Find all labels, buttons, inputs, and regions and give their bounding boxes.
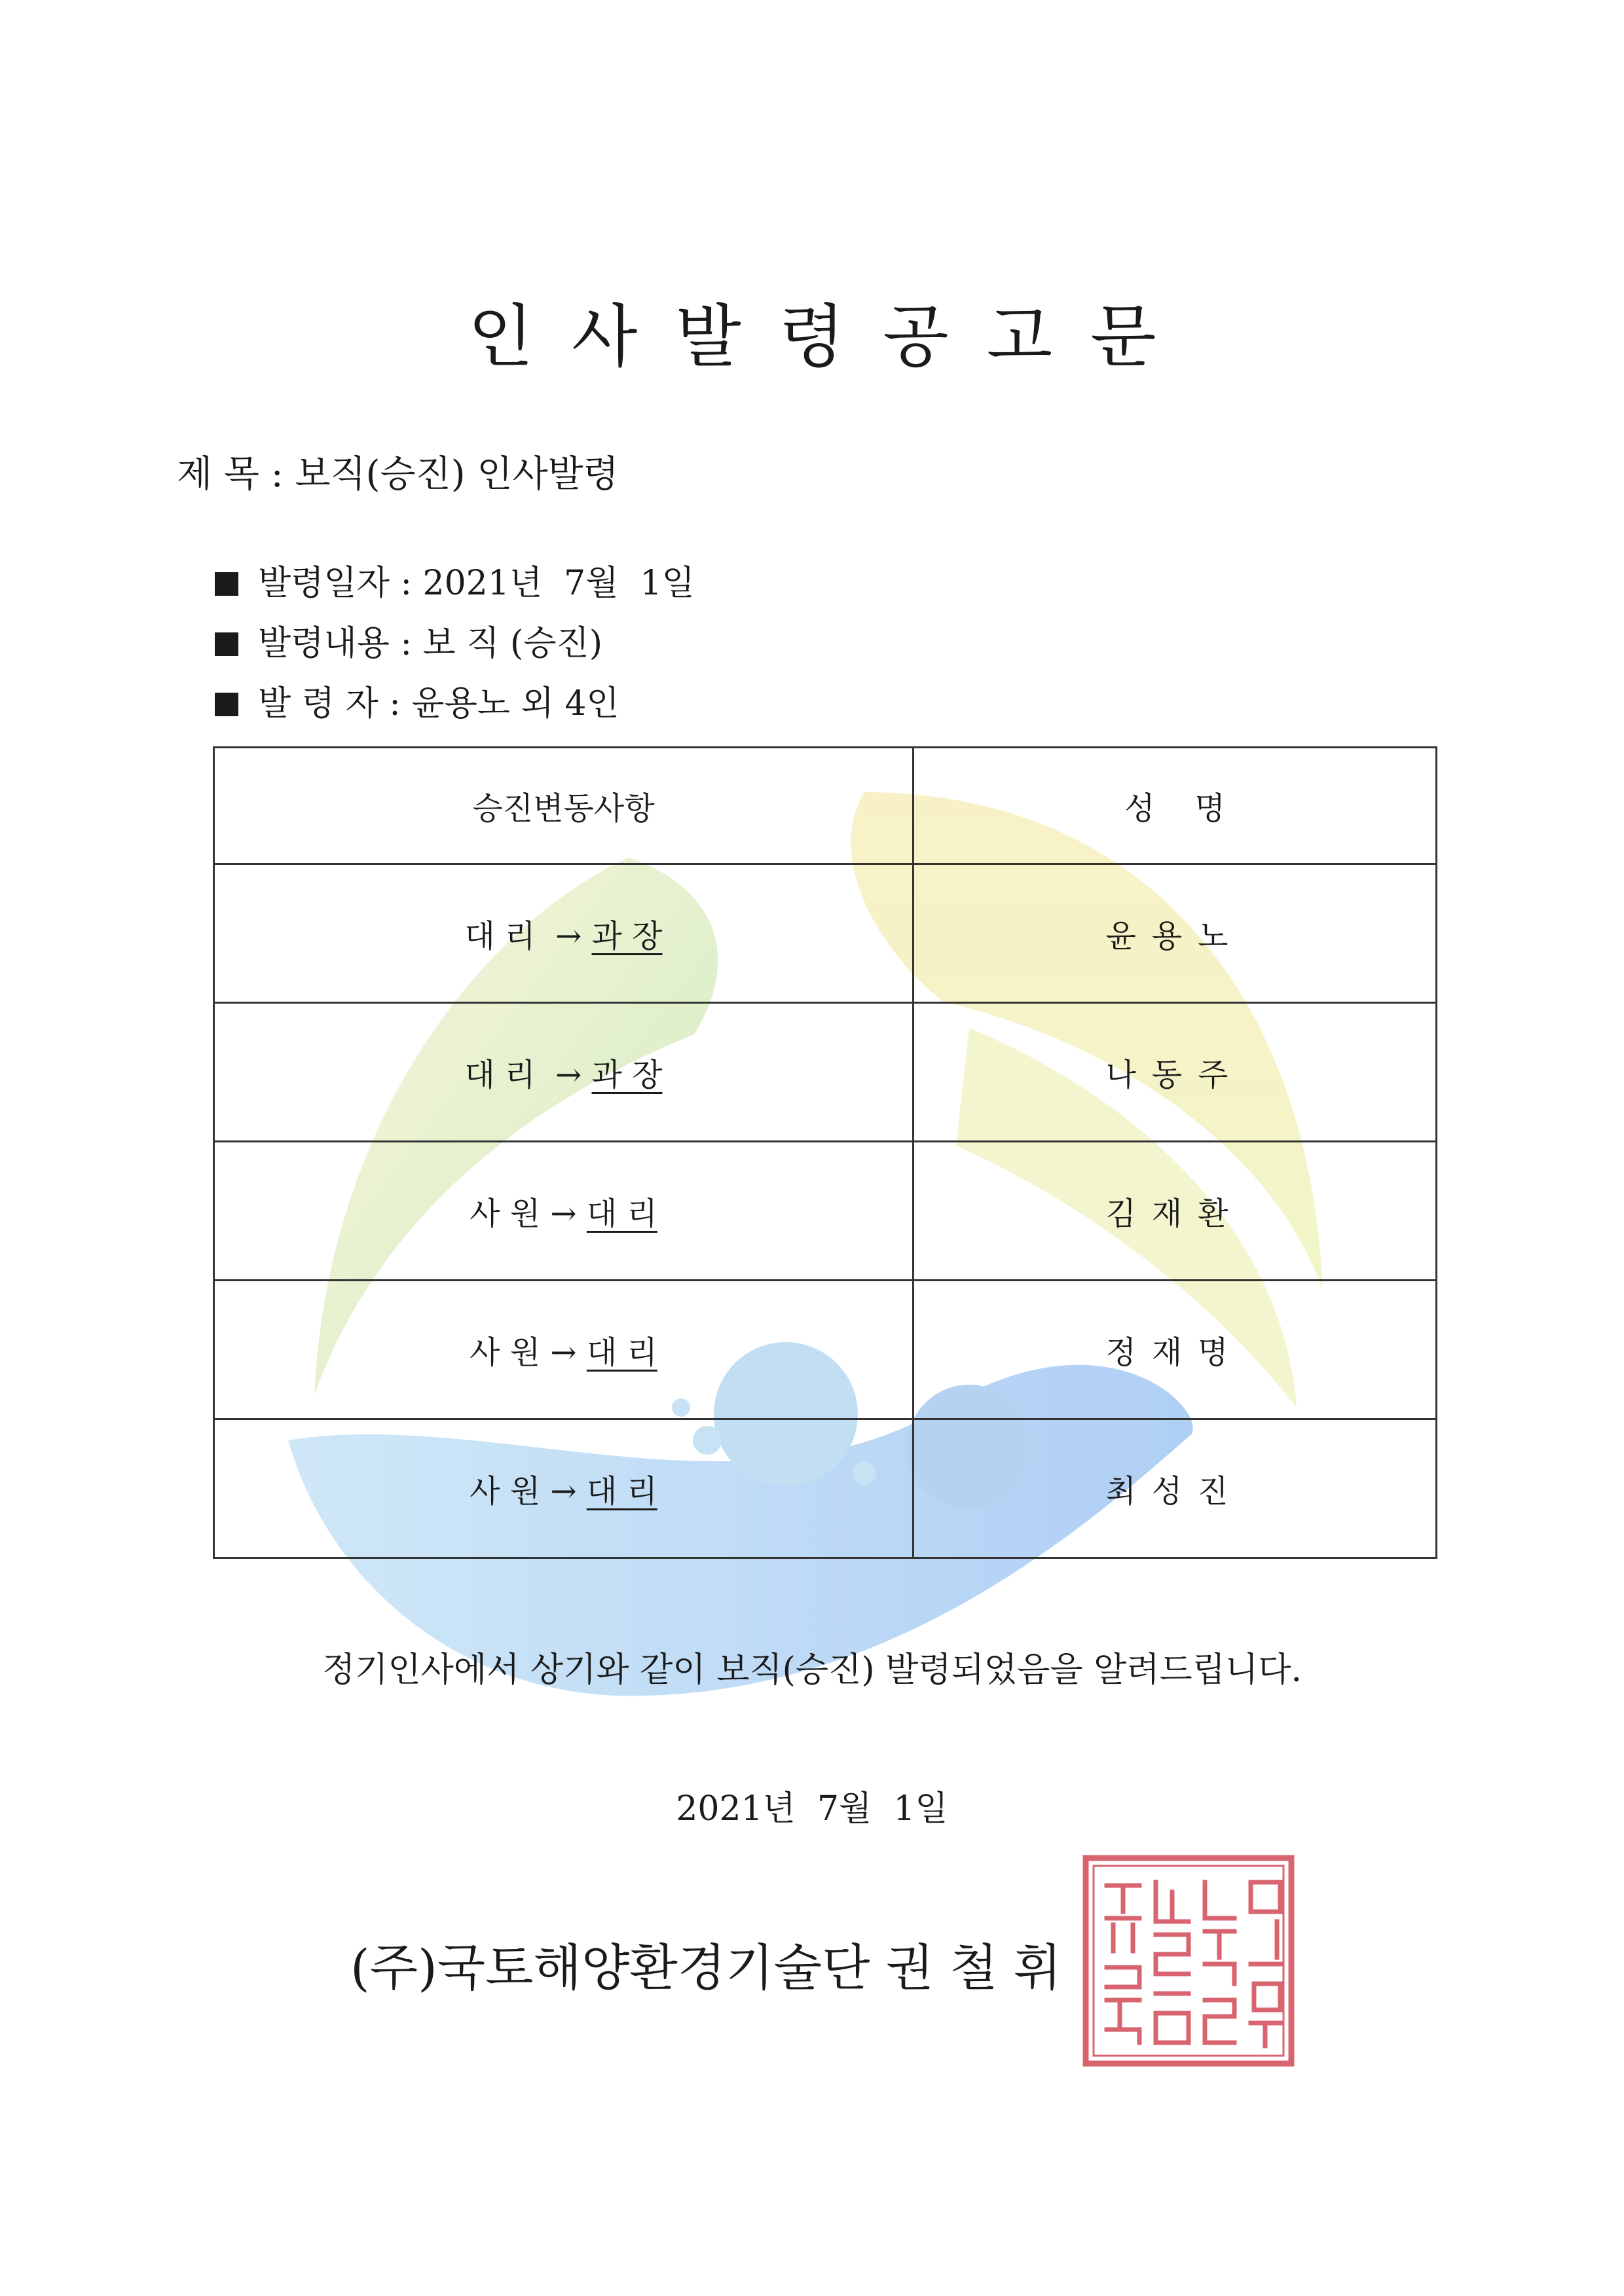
table-row <box>214 1003 1437 1142</box>
info-item-date <box>215 553 695 613</box>
header-change: 승진변동사항 <box>214 748 913 864</box>
issuer-name: (주)국토해양환경기술단 권 철 휘 <box>350 1939 1062 1997</box>
name-cell: 윤용노 <box>913 864 1437 1003</box>
to-rank: 과 장 <box>591 918 663 955</box>
table-header-row <box>214 748 1437 864</box>
company-seal-stamp <box>1080 1853 1297 2069</box>
to-rank: 대 리 <box>586 1334 657 1371</box>
issue-date: 2021년 7월 1일 <box>676 1789 948 1829</box>
name-cell: 나동주 <box>913 1003 1437 1142</box>
name-cell: 김재환 <box>913 1142 1437 1281</box>
square-bullet-icon <box>215 572 238 596</box>
page-title: 인사발령공고문 <box>468 297 1194 376</box>
name-cell: 정재명 <box>913 1281 1437 1419</box>
change-cell <box>214 1003 913 1142</box>
header-name: 성 명 <box>913 748 1437 864</box>
table-row <box>214 864 1437 1003</box>
to-rank: 대 리 <box>586 1473 657 1510</box>
name-cell: 최성진 <box>913 1419 1437 1558</box>
info-item-content <box>215 613 695 674</box>
square-bullet-icon <box>215 693 238 716</box>
from-rank: 사 원 → <box>470 1334 587 1371</box>
from-rank: 사 원 → <box>470 1473 587 1510</box>
subject-line: 제 목 : 보직(승진) 인사발령 <box>177 453 619 496</box>
change-cell <box>214 1142 913 1281</box>
from-rank: 대 리 → <box>464 918 592 955</box>
from-rank: 사 원 → <box>470 1195 587 1232</box>
table-row <box>214 1281 1437 1419</box>
to-rank: 과 장 <box>591 1057 663 1093</box>
table-row <box>214 1419 1437 1558</box>
info-item-text: 발령내용 : 보 직 (승진) <box>258 624 603 663</box>
change-cell <box>214 1419 913 1558</box>
svg-text:.: . <box>1188 2060 1189 2062</box>
to-rank: 대 리 <box>586 1195 657 1232</box>
from-rank: 대 리 → <box>464 1057 592 1093</box>
square-bullet-icon <box>215 632 238 656</box>
promotion-table <box>213 746 1437 1559</box>
info-item-person <box>215 674 695 734</box>
change-cell <box>214 1281 913 1419</box>
notice-text: 정기인사에서 상기와 같이 보직(승진) 발령되었음을 알려드립니다. <box>322 1650 1302 1690</box>
change-cell <box>214 864 913 1003</box>
info-item-text: 발령일자 : 2021년 7월 1일 <box>258 564 695 603</box>
table-row <box>214 1142 1437 1281</box>
info-list <box>215 553 695 734</box>
info-item-text: 발 령 자 : 윤용노 외 4인 <box>258 684 619 723</box>
